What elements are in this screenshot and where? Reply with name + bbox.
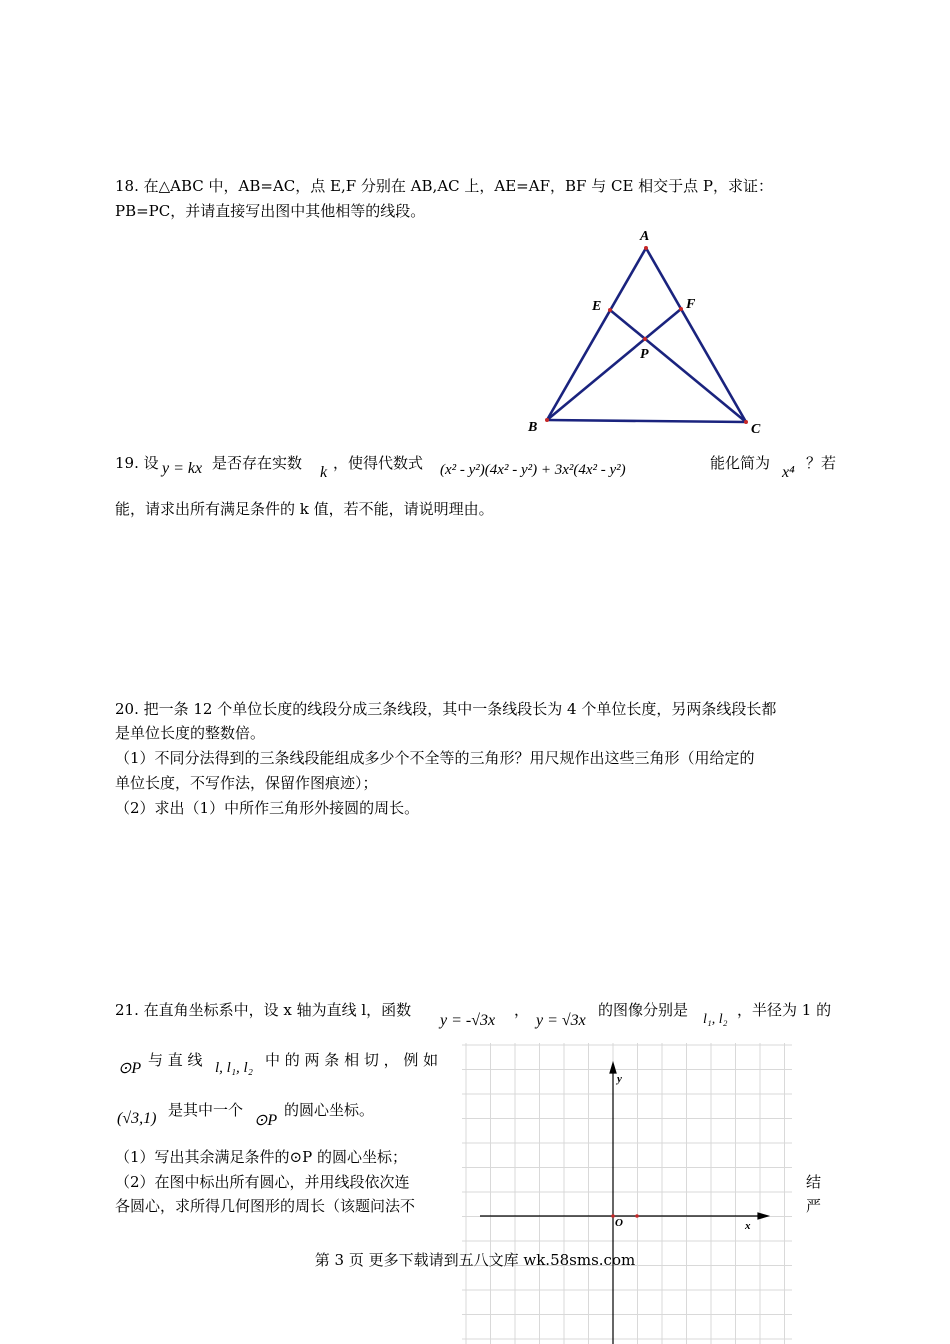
- q19-x4: x⁴: [782, 464, 795, 481]
- point-b: [545, 418, 549, 422]
- point-c: [744, 420, 748, 424]
- q21-line6: 各圆心，求所得几何图形的周长（该题问法不: [115, 1197, 416, 1215]
- segment-ce: [610, 310, 746, 422]
- point-f: [679, 307, 683, 311]
- q21-expr-neg-sqrt3x: y = -√3x: [440, 1012, 496, 1029]
- q21-l-l1-l2: l, l₁, l₂: [215, 1060, 253, 1076]
- label-f: F: [686, 297, 696, 312]
- label-p: P: [640, 347, 649, 362]
- q20-line2: 是单位长度的整数倍。: [115, 724, 266, 742]
- q18-line2: PB=PC，并请直接写出图中其他相等的线段。: [115, 202, 426, 220]
- q20-line4: 单位长度，不写作法，保留作图痕迹）；: [115, 774, 378, 792]
- y-axis-label: y: [617, 1073, 622, 1085]
- q21-line1a: 21. 在直角坐标系中，设 x 轴为直线 l，函数: [115, 1001, 412, 1019]
- side-ab: [547, 248, 646, 420]
- q19-suffix: ？若: [806, 454, 837, 472]
- marked-point: [635, 1214, 639, 1218]
- point-a: [644, 246, 648, 250]
- label-e: E: [592, 299, 602, 314]
- q19-mid1: 是否存在实数: [212, 454, 303, 472]
- label-a: A: [640, 229, 650, 244]
- q20-line3: （1）不同分法得到的三条线段能组成多少个不全等的三角形？用尺规作出这些三角形（用给定的: [115, 749, 755, 767]
- q21-line4: （1）写出其余满足条件的⊙P 的圆心坐标；: [115, 1148, 407, 1166]
- q21-l1-l2: l₁, l₂: [703, 1012, 728, 1027]
- point-e: [608, 308, 612, 312]
- q21-line5: （2）在图中标出所有圆心，并用线段依次连: [115, 1173, 410, 1191]
- q19-k: k: [320, 464, 328, 481]
- q18-triangle-figure: [520, 225, 780, 440]
- x-axis-label: x: [745, 1220, 751, 1232]
- q21-line2a: 与 直 线: [148, 1051, 203, 1069]
- side-bc: [547, 420, 746, 422]
- q21-line1b: 的图像分别是: [598, 1001, 689, 1019]
- origin-label: O: [615, 1217, 623, 1229]
- q21-line3a: 是其中一个: [168, 1101, 244, 1119]
- q19-expr-y-kx: y = kx: [162, 460, 203, 477]
- y-axis-arrow-icon: [610, 1063, 616, 1073]
- page-footer: 第 3 页 更多下载请到五八文库 wk.58sms.com: [314, 1251, 636, 1269]
- q20-line1: 20. 把一条 12 个单位长度的线段分成三条线段，其中一条线段长为 4 个单位长度，另两条线段长都: [115, 700, 777, 718]
- q21-circle-p-2: ⊙P: [254, 1112, 278, 1129]
- label-b: B: [528, 420, 538, 435]
- q21-circle-p: ⊙P: [118, 1060, 142, 1077]
- q19-mid3: 能化简为: [710, 454, 771, 472]
- q18-line1: 18. 在△ABC 中，AB=AC，点 E,F 分别在 AB,AC 上，AE=AF，BF 与 CE 相交于点 P，求证：: [115, 177, 774, 195]
- side-ac: [646, 248, 746, 422]
- label-c: C: [751, 422, 761, 437]
- q19-prefix: 19. 设: [115, 454, 159, 472]
- q19-mid2: ，使得代数式: [333, 454, 424, 472]
- q19-expression: (x² - y²)(4x² - y²) + 3x²(4x² - y²): [440, 462, 626, 478]
- point-p: [643, 337, 647, 341]
- q21-line2b: 中 的 两 条 相 切 ， 例 如: [265, 1051, 439, 1069]
- q21-expr-sqrt3x: y = √3x: [536, 1012, 586, 1029]
- q21-line1c: ，半径为 1 的: [737, 1001, 832, 1019]
- x-axis-arrow-icon: [758, 1213, 768, 1219]
- q20-line5: （2）求出（1）中所作三角形外接圆的周长。: [115, 799, 420, 817]
- q21-coordinate-grid: [462, 1043, 792, 1344]
- q21-line3b: 的圆心坐标。: [284, 1101, 375, 1119]
- q21-comma: ，: [514, 1001, 530, 1019]
- q21-example-center: (√3,1): [117, 1110, 157, 1127]
- segment-bf: [547, 309, 681, 420]
- q21-line5-right: 结: [806, 1173, 822, 1191]
- q21-line6-right: 严: [806, 1197, 822, 1215]
- q19-line2: 能，请求出所有满足条件的 k 值，若不能，请说明理由。: [115, 500, 494, 518]
